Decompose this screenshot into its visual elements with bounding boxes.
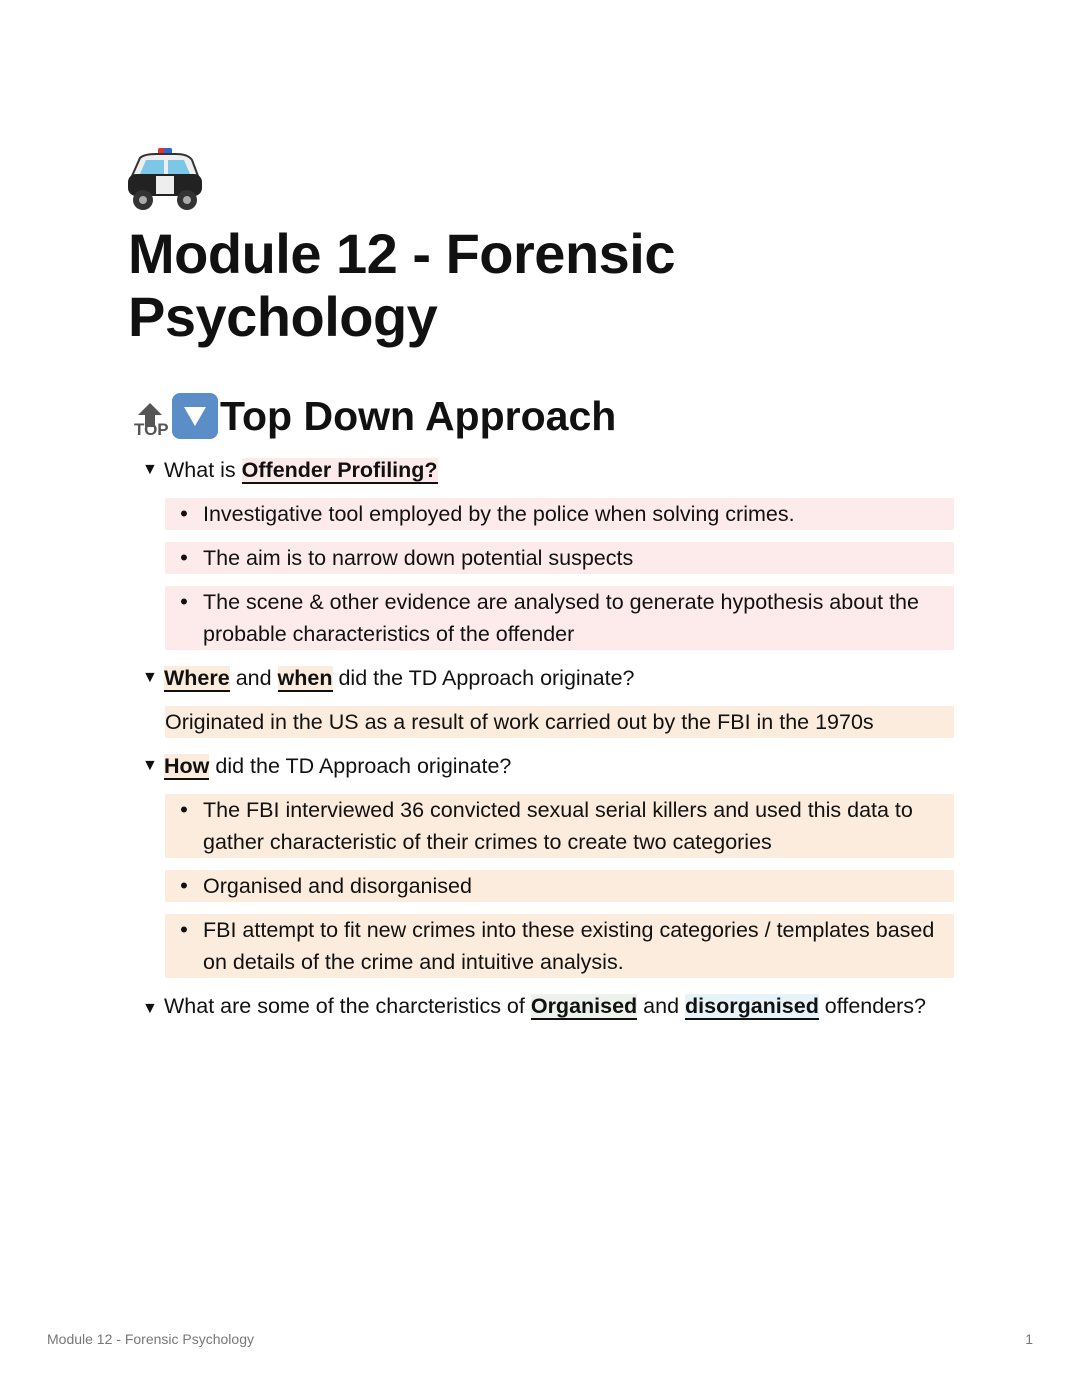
toggle-arrow-icon[interactable]: ▼ xyxy=(142,461,158,478)
heading-text: Top Down Approach xyxy=(220,392,617,439)
section-heading xyxy=(130,392,616,440)
list-item: • FBI attempt to fit new crimes into these existing categories / templates based on details of the crime and intuitive analysis. xyxy=(165,914,954,978)
page-title: Module 12 - Forensic Psychology xyxy=(128,222,675,348)
list-item: • The scene & other evidence are analysed to generate hypothesis about the probable characteristics of the offender xyxy=(165,586,954,650)
toggle-characteristics[interactable]: ▼ What are some of the charcteristics of Organised and disorganised offenders? xyxy=(142,990,954,1025)
toggle-arrow-icon[interactable]: ▼ xyxy=(142,757,158,774)
list-item: • Investigative tool employed by the police when solving crimes. xyxy=(165,498,954,530)
list-item: • The FBI interviewed 36 convicted sexual serial killers and used this data to gather characteristic of their crimes to create two categories xyxy=(165,794,954,858)
toggle-arrow-icon[interactable]: ▼ xyxy=(142,1000,158,1017)
toggle-arrow-icon[interactable]: ▼ xyxy=(142,669,158,686)
list-item: • The aim is to narrow down potential suspects xyxy=(165,542,954,574)
answer-text: Originated in the US as a result of work carried out by the FBI in the 1970s xyxy=(165,706,954,738)
list-item: • Organised and disorganised xyxy=(165,870,954,902)
toggle-offender-profiling[interactable]: ▼ What is Offender Profiling? xyxy=(142,454,954,486)
top-arrow-icon: TOP xyxy=(130,392,170,440)
toggle-how[interactable]: ▼ How did the TD Approach originate? xyxy=(142,750,954,782)
police-car-icon xyxy=(126,146,204,212)
down-button-icon xyxy=(172,393,218,439)
footer-title: Module 12 - Forensic Psychology xyxy=(47,1331,254,1347)
toggle-origin[interactable]: ▼ Where and when did the TD Approach originate? xyxy=(142,662,954,694)
page-number: 1 xyxy=(1025,1331,1033,1347)
